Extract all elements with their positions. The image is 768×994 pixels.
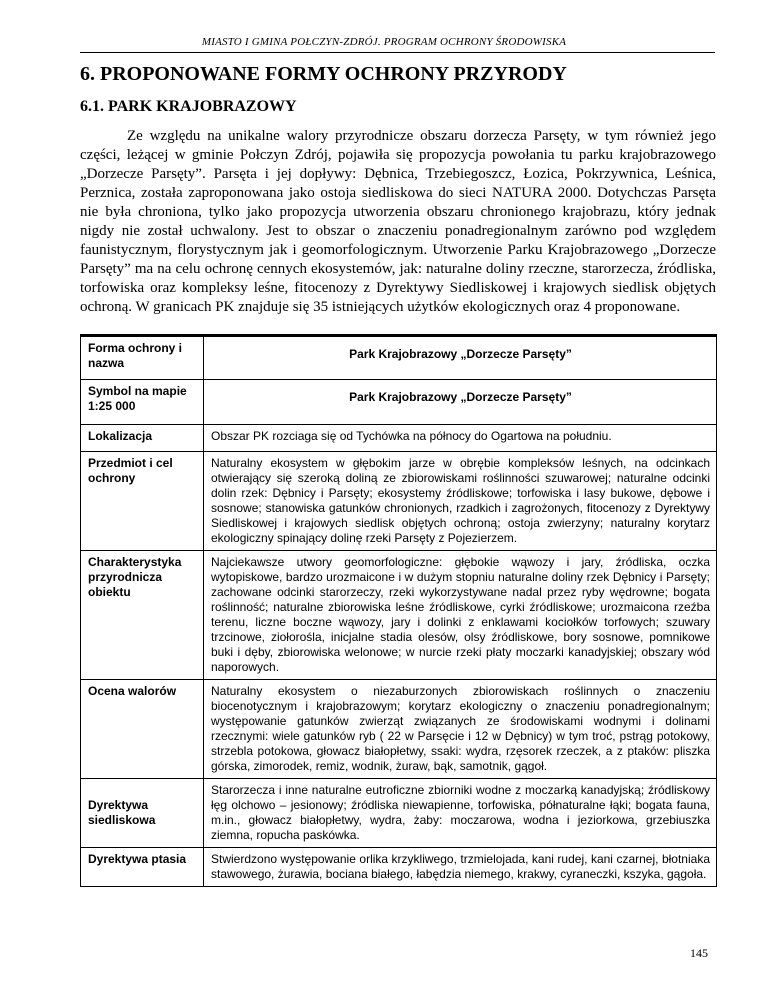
row-value: Stwierdzono występowanie orlika krzykliwego, trzmielojada, kani rudej, kani czarnej, błotniaka stawowego, żurawia, bociana białego, łabędzia niemego, krakwy, cyraneczki, kszyka, gągoła. bbox=[204, 848, 717, 887]
row-value: Park Krajobrazowy „Dorzecze Parsęty” bbox=[204, 380, 717, 425]
row-label: Ocena walorów bbox=[81, 680, 204, 779]
table-row bbox=[81, 779, 717, 848]
row-value: Park Krajobrazowy „Dorzecze Parsęty” bbox=[204, 336, 717, 380]
row-value: Starorzecza i inne naturalne eutroficzne zbiorniki wodne z moczarką kanadyjską; źródliskowy łęg olchowo – jesionowy; źródliska niewapienne, torfowiska, półnaturalne łąki; bogata fauna, m.in., głowacz białopłetwy, wydra, żaby: moczarowa, wodna i jeziorkowa, grzebiuszka ziemna, ropucha paskówka. bbox=[204, 779, 717, 848]
section-title: 6.1. PARK KRAJOBRAZOWY bbox=[80, 98, 297, 115]
table-row bbox=[81, 680, 717, 779]
table-row bbox=[81, 425, 717, 452]
row-value: Naturalny ekosystem w głębokim jarze w obrębie kompleksów leśnych, na odcinkach otwierający się szeroką doliną ze zbiorowiskami roślinności szuwarowej; naturalne odcinki dolin rzek: Dębnicy i Parsęty; ekosystemy źródliskowe; torfowiska i lasy bukowe, dębowe i sosnowe; stanowiska gatunków chronionych, rzadkich i zagrożonych, fitocenozy z Dyrektywy Siedliskowej i krajowych siedlisk objętych ochroną; ostoja zwierzyny; naturalny korytarz ekologiczny spinający dolinę rzeki Parsęty z Pojezierzem. bbox=[204, 452, 717, 551]
row-label: Forma ochrony i nazwa bbox=[81, 336, 204, 380]
page-number: 145 bbox=[690, 946, 708, 960]
table-row bbox=[81, 848, 717, 887]
row-label: Dyrektywa ptasia bbox=[81, 848, 204, 887]
running-header: MIASTO I GMINA POŁCZYN-ZDRÓJ. PROGRAM OCHRONY ŚRODOWISKA bbox=[201, 36, 567, 48]
row-label: Przedmiot i cel ochrony bbox=[81, 452, 204, 551]
row-label: Dyrektywa siedliskowa bbox=[81, 779, 204, 848]
header-rule bbox=[80, 52, 715, 53]
row-label: Symbol na mapie 1:25 000 bbox=[81, 380, 204, 425]
table-row bbox=[81, 336, 717, 380]
row-value: Obszar PK rozciaga się od Tychówka na północy do Ogartowa na południu. bbox=[204, 425, 717, 452]
row-value: Najciekawsze utwory geomorfologiczne: głębokie wąwozy i jary, źródliska, oczka wytopiskowe, bardzo urozmaicone i w dużym stopniu naturalne doliny rzek Dębnicy i Parsęty; zachowane odcinki starorzeczy, rzeki wykorzystywane nadal przez ryby wędrowne; bogata roślinność; naturalne zbiorowiska leśne źródliskowe, cyrki źródliskowe; urozmaicona rzeźba terenu, liczne boczne wąwozy, jary i dolinki z enklawami kociołków torfowych; szuwary trzcinowe, ziołorośla, inicjalne stadia olesów, olsy źródliskowe, bory sosnowe, pomnikowe buki i dęby, zbiorowiska welonowe; w nurcie rzeki płaty moczarki kanadyjskiej; obszary wód naporowych. bbox=[204, 551, 717, 680]
protection-details-table bbox=[80, 334, 717, 887]
table-row bbox=[81, 452, 717, 551]
row-value: Naturalny ekosystem o niezaburzonych zbiorowiskach roślinnych o znaczeniu biocenotycznym i krajobrazowym; korytarz ekologiczny o znaczeniu ponadregionalnym; występowanie gatunków zwierząt związanych ze środowiskami wodnymi i dolinami rzecznymi: wiele gatunków ryb ( 22 w Parsęcie i 12 w Dębnicy) w tym troć, pstrąg potokowy, strzebla potokowa, głowacz białopłetwy, ssaki: wydra, rzęsorek rzeczek, a z ptaków: pliszka górska, zimorodek, remiz, wodnik, żuraw, bąk, samotnik, gągoł. bbox=[204, 680, 717, 779]
table-row bbox=[81, 551, 717, 680]
row-label: Charakterystyka przyrodnicza obiektu bbox=[81, 551, 204, 680]
row-label: Lokalizacja bbox=[81, 425, 204, 452]
table-row bbox=[81, 380, 717, 425]
intro-paragraph: Ze względu na unikalne walory przyrodnicze obszaru dorzecza Parsęty, w tym również jego części, leżącej w gminie Połczyn Zdrój, pojawiła się propozycja powołania tu parku krajobrazowego „Dorzecze Parsęty”. Parsęta i jej dopływy: Dębnica, Trzebiegoszcz, Łozica, Pokrzywnica, Leśnica, Perznica, została zaproponowana jako ostoja siedliskowa do sieci NATURA 2000. Dotychczas Parsęta nie była chroniona, tylko jako propozycja utworzenia obszaru chronionego krajobrazu, który jednak nigdy nie został uchwalony. Jest to obszar o znaczeniu ponadregionalnym zarówno pod względem faunistycznym, florystycznym jak i geomorfologicznym. Utworzenie Parku Krajobrazowego „Dorzecze Parsęty” ma na celu ochronę cennych ekosystemów, jak: naturalne doliny rzeczne, starorzecza, źródliska, torfowiska oraz kompleksy leśne, fitocenozy z Dyrektywy Siedliskowej i krajowych siedlisk objętych ochroną. W granicach PK znajduje się 35 istniejących użytków ekologicznych oraz 4 proponowane. bbox=[80, 128, 716, 315]
chapter-title: 6. PROPONOWANE FORMY OCHRONY PRZYRODY bbox=[80, 63, 567, 85]
